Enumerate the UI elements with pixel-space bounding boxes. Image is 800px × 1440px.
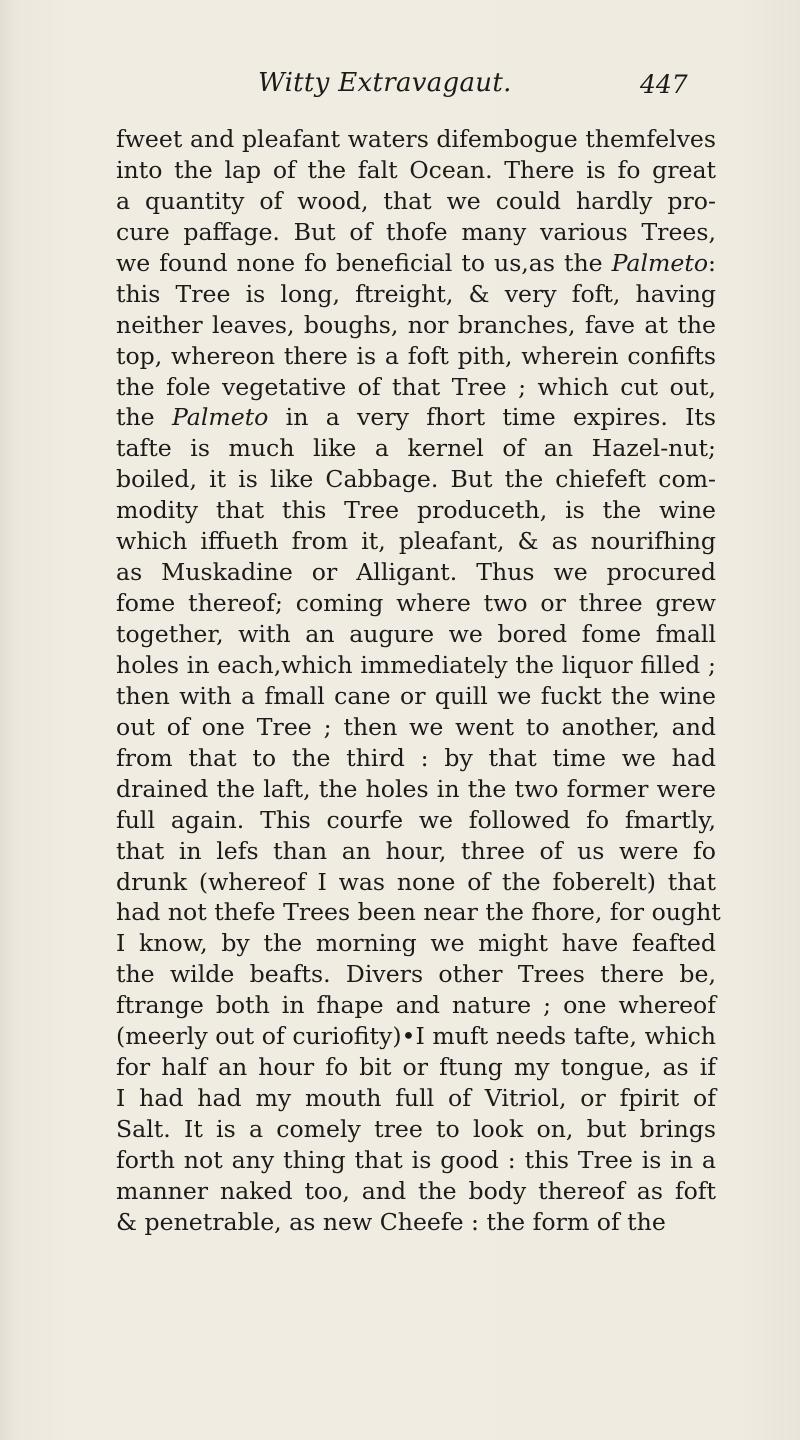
text-segment: the: [116, 403, 172, 432]
text-line: [116, 155, 716, 186]
text-segment: top, whereon there is a foft pith, wherein confifts: [116, 341, 716, 370]
text-line: [116, 897, 721, 928]
text-segment: as Muskadine or Alligant. Thus we procured: [116, 558, 716, 587]
text-line: [116, 959, 716, 990]
text-line: [116, 1052, 716, 1083]
text-segment: boiled, it is like Cabbage. But the chiefeft com-: [116, 465, 716, 494]
text-segment: into the lap of the falt Ocean. There is fo great: [116, 155, 716, 184]
page-header: [0, 68, 800, 108]
text-segment: holes in each,which immediately the liquor filled ;: [116, 650, 716, 679]
text-line: [116, 1083, 716, 1114]
text-line: [116, 526, 716, 557]
text-line: [116, 248, 716, 279]
text-line: [116, 650, 716, 681]
text-segment: I had had my mouth full of Vitriol, or fpirit of: [116, 1084, 716, 1113]
text-line: [116, 1176, 716, 1207]
italic-word: Palmeto: [611, 248, 709, 277]
text-segment: cure paffage. But of thofe many various Trees,: [116, 217, 716, 246]
text-segment: manner naked too, and the body thereof as foft: [116, 1176, 716, 1205]
text-line: [116, 217, 716, 248]
text-segment: (meerly out of curiofity)•I muft needs tafte, which: [116, 1022, 716, 1051]
text-segment: neither leaves, boughs, nor branches, fave at the: [116, 310, 716, 339]
text-line: [116, 712, 716, 743]
text-line: [116, 495, 716, 526]
text-line: [116, 928, 716, 959]
text-segment: that in lefs than an hour, three of us were fo: [116, 836, 716, 865]
text-segment: fome thereof; coming where two or three grew: [116, 589, 716, 618]
text-line: [116, 464, 716, 495]
text-segment: & penetrable, as new Cheefe : the form of the: [116, 1207, 666, 1236]
text-segment: this Tree is long, ftreight, & very foft, having: [116, 279, 716, 308]
text-segment: for half an hour fo bit or ftung my tongue, as if: [116, 1053, 716, 1082]
text-line: [116, 588, 716, 619]
text-line: [116, 990, 716, 1021]
text-line: [116, 619, 716, 650]
text-line: [116, 774, 716, 805]
text-segment: drained the laft, the holes in the two former were: [116, 774, 716, 803]
text-segment: forth not any thing that is good : this Tree is in a: [116, 1145, 716, 1174]
text-segment: fweet and pleafant waters difembogue themfelves: [116, 125, 716, 153]
text-line: [116, 836, 716, 867]
text-segment: modity that this Tree produceth, is the wine: [116, 496, 716, 525]
page-number: 447: [640, 70, 688, 99]
text-line: [116, 805, 716, 836]
text-line: [116, 743, 716, 774]
text-line: [116, 310, 716, 341]
text-line: [116, 1207, 716, 1238]
text-segment: which iffueth from it, pleafant, & as nourifhing: [116, 527, 716, 556]
text-line: [116, 1114, 716, 1145]
text-line: [116, 1021, 716, 1052]
text-line: [116, 186, 716, 217]
text-segment: from that to the third : by that time we had: [116, 743, 716, 772]
text-segment: :: [708, 248, 716, 277]
text-segment: a quantity of wood, that we could hardly pro-: [116, 186, 716, 215]
text-segment: we found none fo beneficial to us,as the: [116, 248, 612, 277]
text-segment: full again. This courfe we followed fo fmartly,: [116, 805, 716, 834]
text-segment: then with a fmall cane or quill we fuckt the wine: [116, 681, 716, 710]
text-segment: the wilde beafts. Divers other Trees there be,: [116, 960, 716, 989]
text-line: [116, 279, 716, 310]
text-segment: together, with an augure we bored fome fmall: [116, 620, 716, 648]
text-segment: Salt. It is a comely tree to look on, but brings: [116, 1115, 716, 1143]
text-segment: out of one Tree ; then we went to another, and: [116, 712, 716, 741]
text-segment: tafte is much like a kernel of an Hazel-nut;: [116, 434, 716, 463]
running-head: Witty Extravagaut.: [258, 68, 512, 98]
text-segment: ftrange both in fhape and nature ; one whereof: [116, 991, 716, 1020]
text-line: [116, 867, 716, 898]
text-line: [116, 124, 716, 155]
text-segment: drunk (whereof I was none of the foberelt) that: [116, 867, 716, 896]
text-segment: had not thefe Trees been near the fhore, for ought: [116, 898, 721, 927]
text-line: [116, 372, 716, 403]
text-segment: the fole vegetative of that Tree ; which cut out,: [116, 372, 716, 401]
text-segment: in a very fhort time expires. Its: [268, 403, 717, 432]
text-segment: I know, by the morning we might have feafted: [116, 929, 716, 958]
text-line: [116, 557, 716, 588]
italic-word: Palmeto: [171, 403, 269, 432]
text-line: [116, 1145, 716, 1176]
body-text: [116, 124, 721, 1238]
text-line: [116, 681, 716, 712]
text-line: [116, 402, 716, 433]
text-line: [116, 341, 716, 372]
text-line: [116, 433, 716, 464]
